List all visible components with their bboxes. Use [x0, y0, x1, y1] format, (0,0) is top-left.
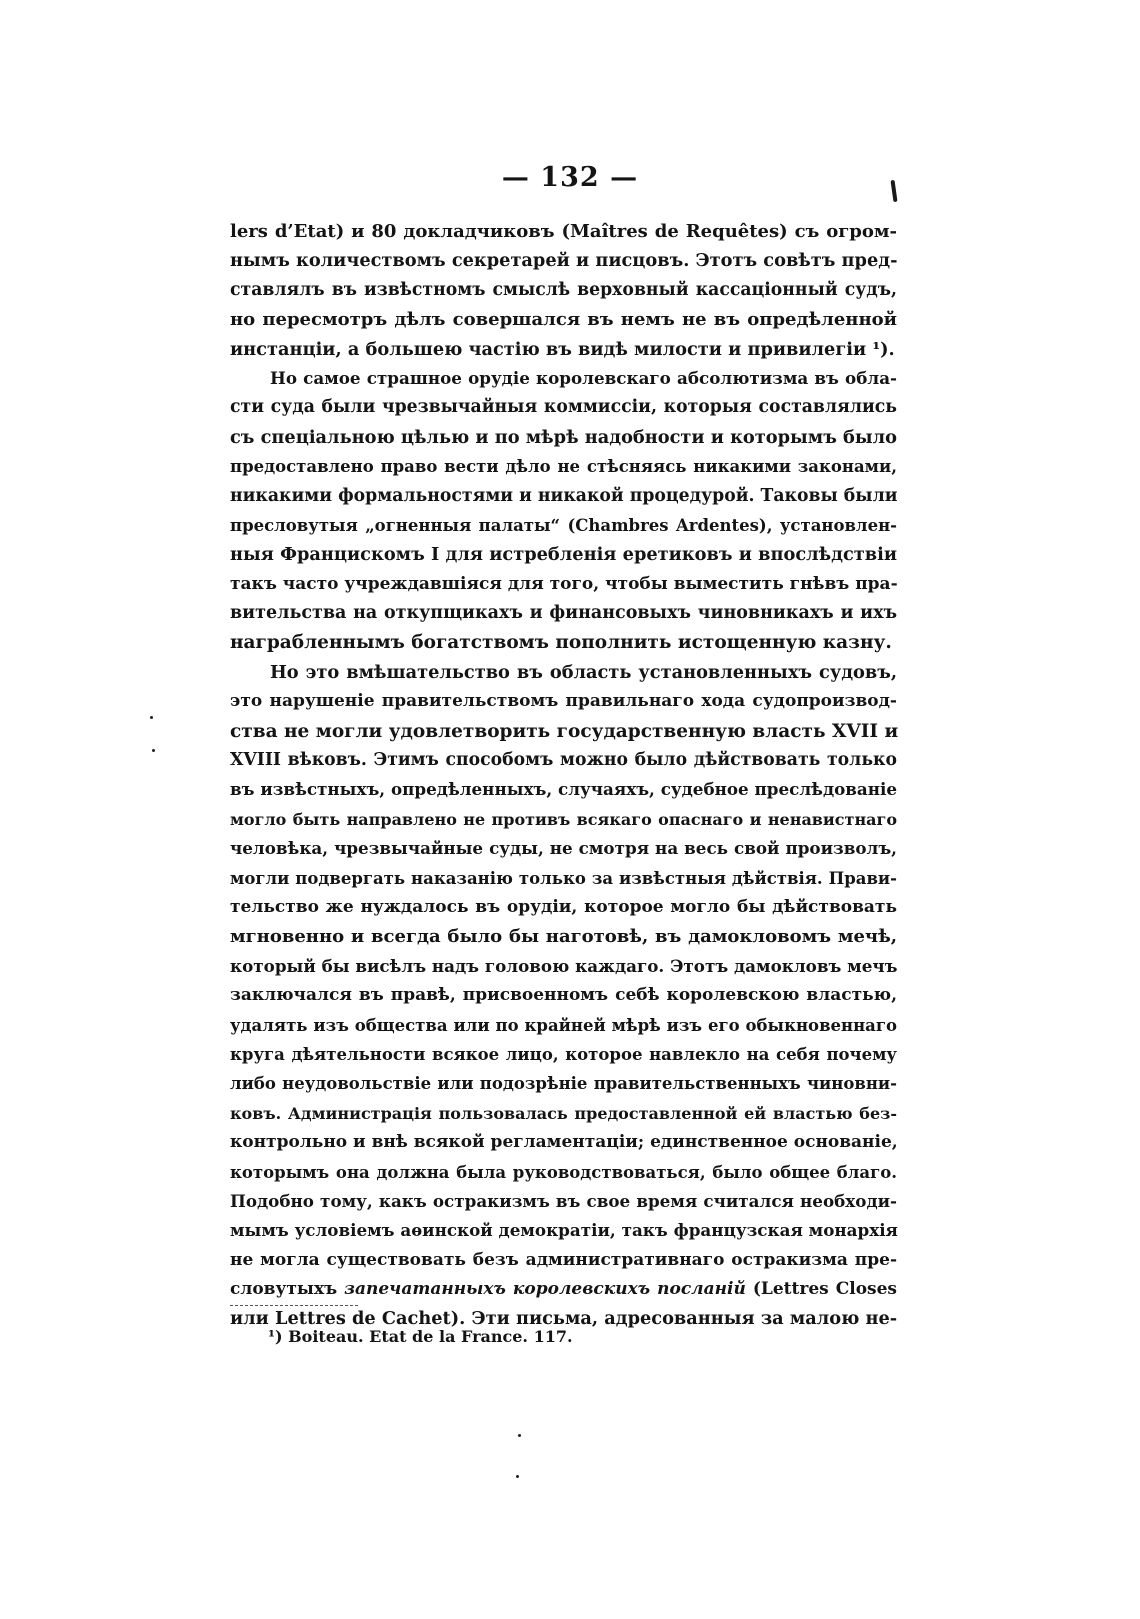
text-line: XVIII вѣковъ. Этимъ способомъ можно было дѣйствовать только: [230, 750, 897, 771]
text-line: [230, 1275, 897, 1304]
footnote: ¹) Boiteau. Etat de la France. 117.: [268, 1327, 573, 1346]
text-line: круга дѣятельности всякое лицо, которое навлекло на себя почему: [230, 1044, 897, 1064]
text-line: такъ часто учреждавшіяся для того, чтобы выместить гнѣвъ пра-: [230, 573, 898, 594]
text-line: заключался въ правѣ, присвоенномъ себѣ королевскою властью,: [230, 985, 897, 1006]
text-line: нымъ количествомъ секретарей и писцовъ. Этотъ совѣтъ пред-: [230, 250, 898, 272]
text-line: lers d’Etat) и 80 докладчиковъ (Maîtres de Requêtes) съ огром-: [230, 221, 897, 242]
body-text: [230, 217, 897, 1334]
text-line: вительства на откупщикахъ и финансовыхъ чиновникахъ и ихъ: [230, 603, 897, 624]
text-line: пресловутыя „огненныя палаты“ (Chambres Ardentes), установлен-: [230, 515, 897, 535]
text-line: могло быть направлено не противъ всякаго опаснаго и ненавистнаго: [230, 809, 897, 829]
text-line: мымъ условіемъ аѳинской демократіи, такъ французская монархія: [230, 1220, 898, 1241]
margin-speck: [518, 1434, 521, 1437]
italic-title: запечатанныхъ королевскихъ посланій: [344, 1279, 746, 1300]
text-run: (Lettres Closes: [745, 1279, 897, 1300]
text-line: награбленнымъ богатствомъ пополнить истощенную казну.: [230, 632, 892, 654]
text-line: либо неудовольствіе или подозрѣніе правительственныхъ чиновни-: [230, 1074, 897, 1094]
text-line: съ спеціальною цѣлью и по мѣрѣ надобности и которымъ было: [230, 426, 897, 448]
text-line: Но самое страшное орудіе королевскаго абсолютизма въ обла-: [270, 367, 897, 388]
page-number: — 132 —: [501, 162, 639, 193]
text-run: словутыхъ: [230, 1279, 345, 1300]
text-line: человѣка, чрезвычайные суды, не смотря на весь свой произволъ,: [230, 838, 897, 859]
text-line: предоставлено право вести дѣло не стѣсняясь никакими законами,: [230, 457, 897, 477]
text-line: это нарушеніе правительствомъ правильнаго хода судопроизвод-: [230, 691, 897, 712]
text-line: или Lettres de Cachet). Эти письма, адресованныя за малою не-: [230, 1308, 898, 1330]
footnote-separator: [230, 1305, 358, 1306]
text-line: никакими формальностями и никакой процедурой. Таковы были: [230, 485, 898, 506]
text-line: который бы висѣлъ надъ головою каждаго. Этотъ дамокловъ мечъ: [230, 955, 898, 976]
text-line: ныя Францискомъ I для истребленія еретиковъ и впослѣдствіи: [230, 544, 897, 566]
text-line: мгновенно и всегда было бы наготовѣ, въ дамокловомъ мечѣ,: [230, 926, 897, 948]
margin-speck: [150, 716, 153, 719]
text-line: Но это вмѣшательство въ область установленныхъ судовъ,: [270, 661, 897, 683]
text-line: Подобно тому, какъ остракизмъ въ свое время считался необходи-: [230, 1190, 897, 1211]
margin-speck: [516, 1475, 519, 1478]
text-line: сти суда были чрезвычайныя коммиссіи, которыя составлялись: [230, 397, 897, 418]
text-line: но пересмотръ дѣлъ совершался въ немъ не въ опредѣленной: [230, 309, 897, 331]
text-line: инстанціи, а большею частію въ видѣ милости и привилегіи ¹).: [230, 338, 895, 360]
text-line: тельство же нуждалось въ орудіи, которое могло бы дѣйствовать: [230, 896, 897, 917]
text-line: ства не могли удовлетворить государственную власть XVII и: [230, 720, 899, 742]
text-line: удалять изъ общества или по крайней мѣрѣ изъ его обыкновеннаго: [230, 1015, 897, 1035]
text-line: не могла существовать безъ административнаго остракизма пре-: [230, 1249, 897, 1270]
text-line: которымъ она должна была руководствоваться, было общее благо.: [230, 1162, 897, 1182]
text-line: контрольно и внѣ всякой регламентаціи; единственное основаніе,: [230, 1132, 898, 1153]
text-line: въ извѣстныхъ, опредѣленныхъ, случаяхъ, судебное преслѣдованіе: [230, 779, 898, 800]
text-line: ковъ. Администрація пользовалась предоставленной ей властью без-: [230, 1103, 897, 1123]
text-line: ставлялъ въ извѣстномъ смыслѣ верховный кассаціонный судъ,: [230, 279, 897, 300]
margin-speck: [152, 749, 155, 752]
text-line: могли подвергать наказанію только за извѣстныя дѣйствія. Прави-: [230, 868, 897, 888]
